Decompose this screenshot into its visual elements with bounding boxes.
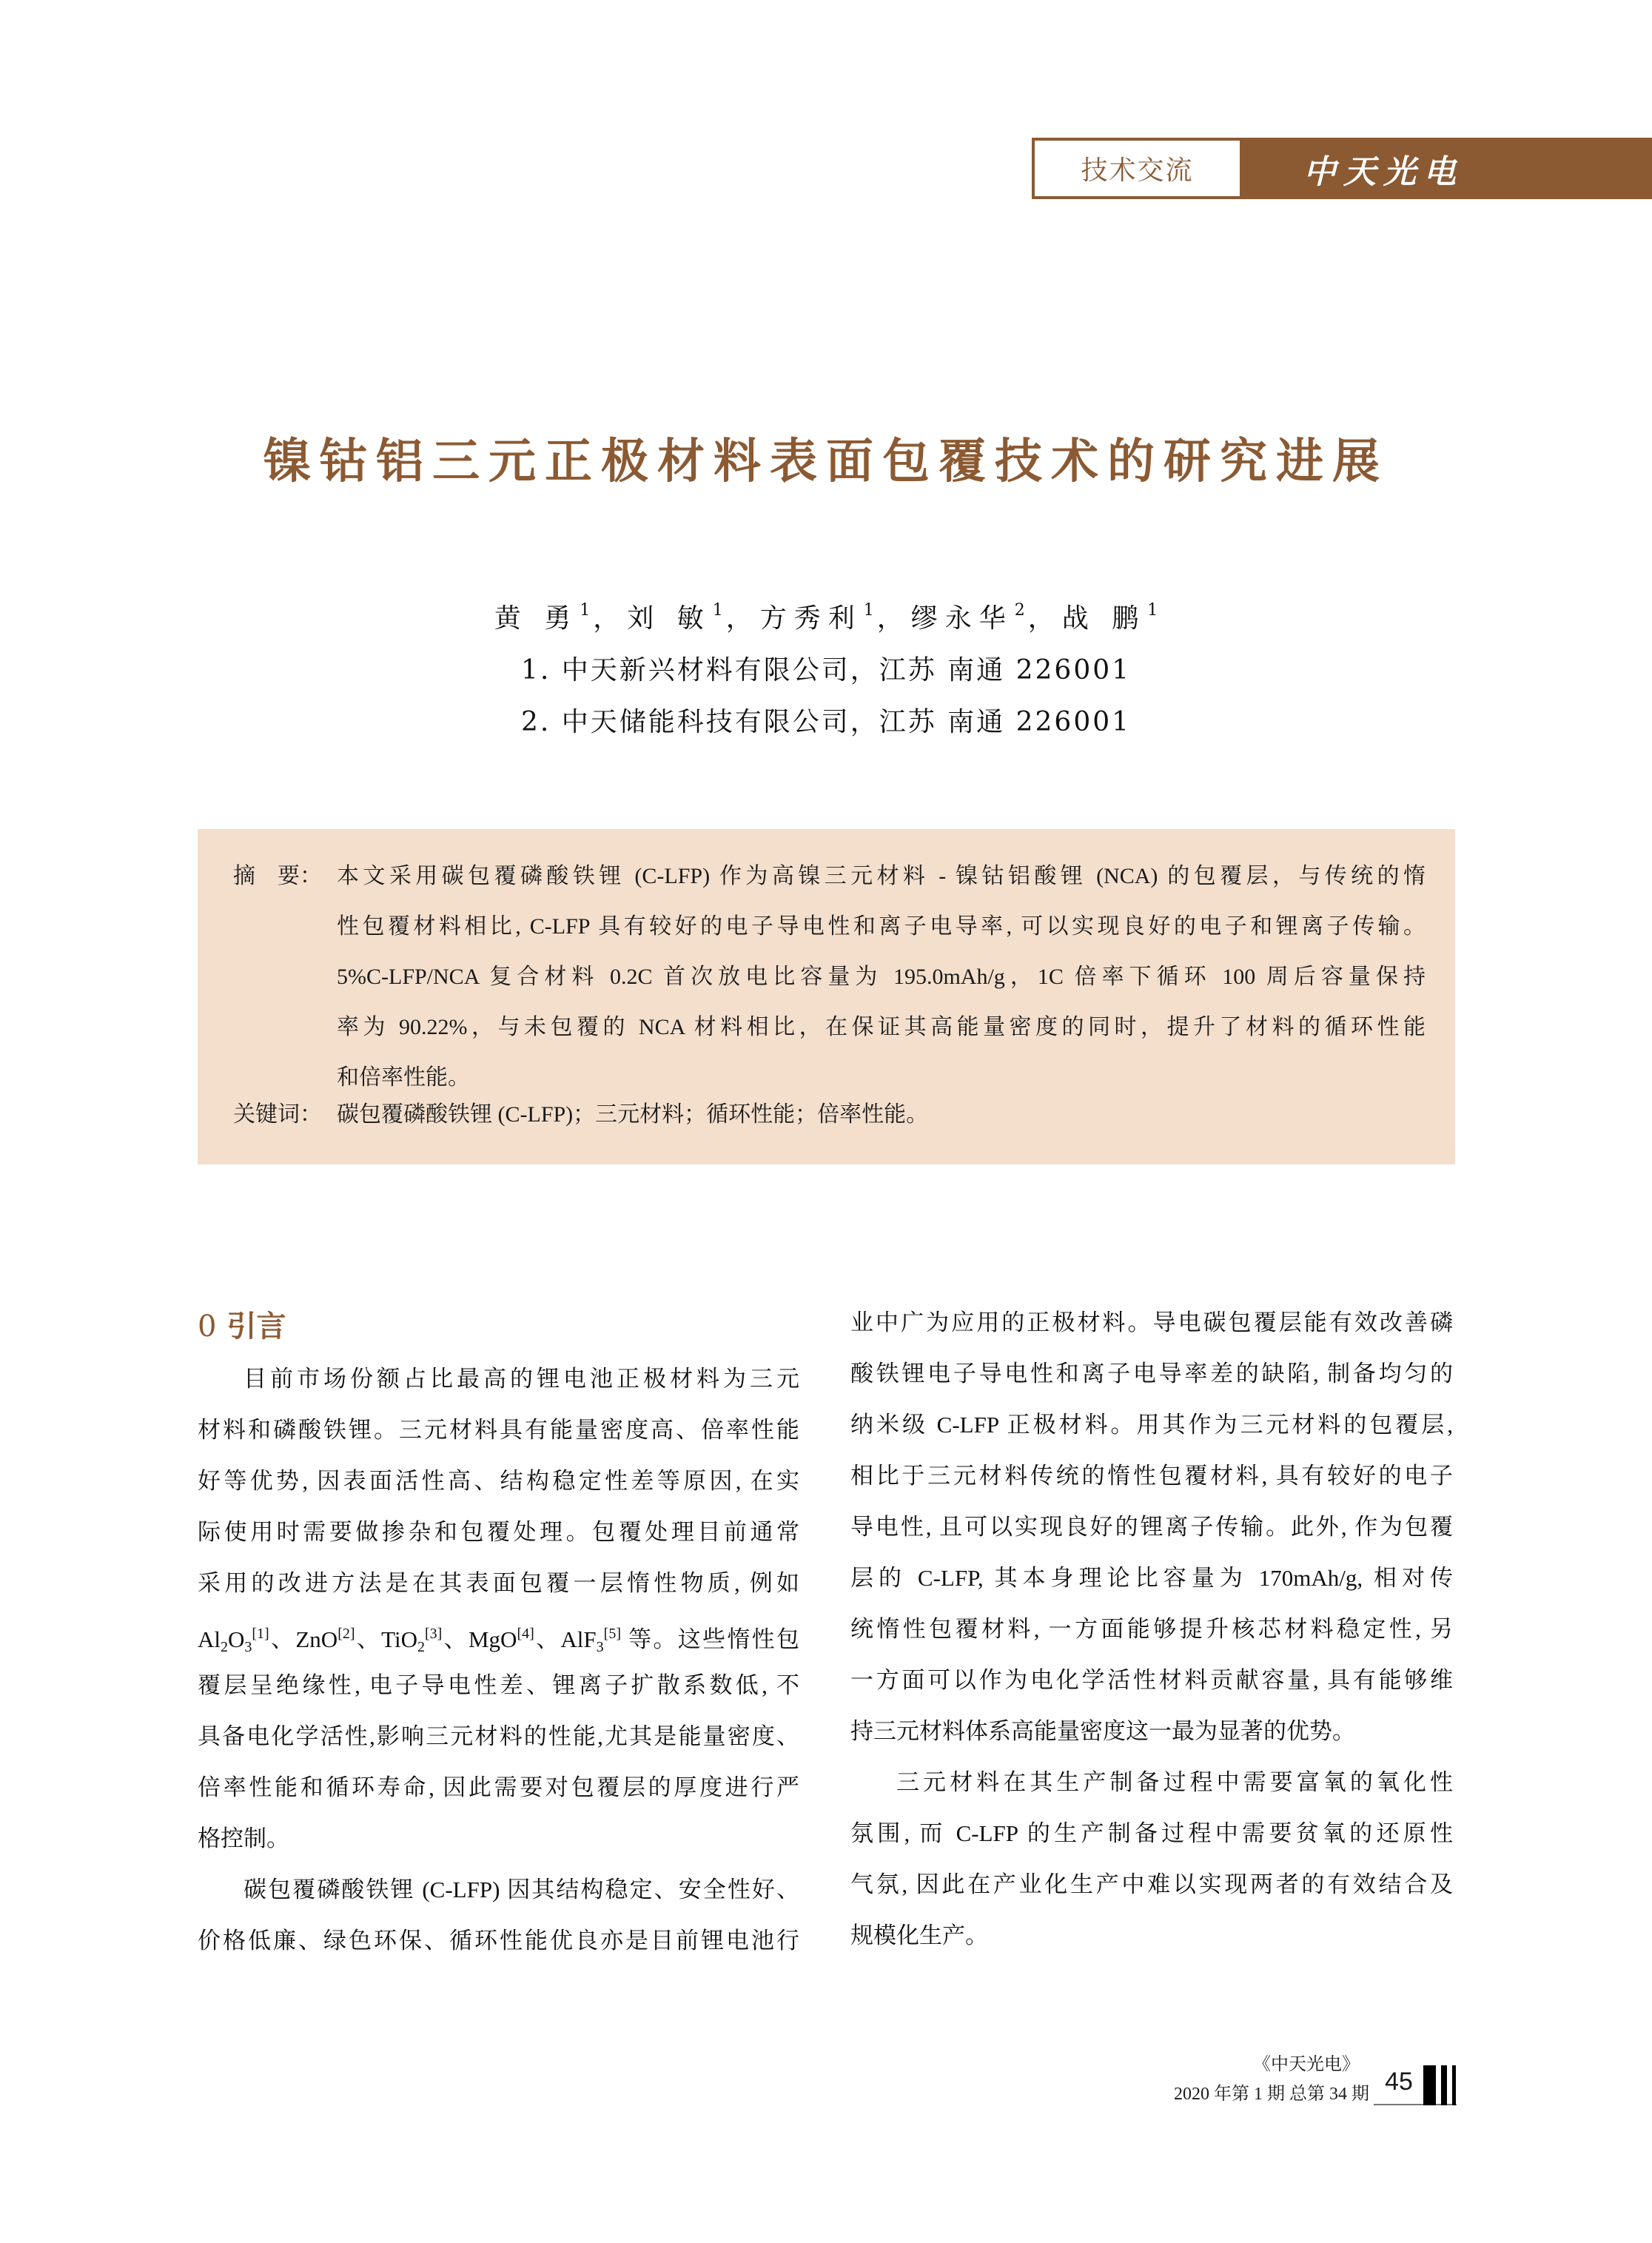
affiliation-1: 1. 中天新兴材料有限公司，江苏 南通 226001 <box>520 655 1132 685</box>
keywords-label: 关键词： <box>233 1102 322 1127</box>
abstract-line: 率为 90.22%，与未包覆的 NCA 材料相比，在保证其高能量密度的同时，提升了材料的循环性能 <box>337 1015 1426 1039</box>
footer-issue: 2020 年第 1 期 总第 34 期 <box>1174 2085 1369 2104</box>
formula-text: 、ZnO <box>269 1626 338 1652</box>
footer-journal-name: 《中天光电》 <box>1253 2055 1360 2074</box>
abstract-line: 和倍率性能。 <box>337 1065 470 1090</box>
abstract-text <box>337 851 1426 1103</box>
author-list <box>0 585 1652 645</box>
subscript: 3 <box>244 1639 252 1655</box>
body-line: 业中广为应用的正极材料。导电碳包覆层能有效改善磷 <box>850 1310 1453 1335</box>
subscript: 3 <box>596 1639 604 1655</box>
body-line: 覆层呈绝缘性, 电子导电性差、锂离子扩散系数低, 不 <box>198 1672 799 1698</box>
body-line: 相比于三元材料传统的惰性包覆材料, 具有较好的电子 <box>850 1463 1453 1489</box>
page-number: 45 <box>1385 2068 1413 2096</box>
body-line: 层的 C-LFP, 其本身理论比容量为 170mAh/g, 相对传 <box>850 1565 1453 1591</box>
body-line: 酸铁锂电子导电性和离子电导率差的缺陷, 制备均匀的 <box>850 1361 1453 1387</box>
author-separator: ， <box>593 603 620 634</box>
formula-text: Al <box>198 1626 221 1652</box>
body-line: 倍率性能和循环寿命, 因此需要对包覆层的厚度进行严 <box>198 1774 799 1800</box>
author-affil-mark: 1 <box>1147 601 1158 620</box>
body-line: 格控制。 <box>198 1825 289 1851</box>
formula-text: 、AlF <box>534 1626 597 1652</box>
footer-bar-decoration <box>1441 2065 1447 2105</box>
author-name: 黄 勇 <box>494 603 579 634</box>
citation-ref: [5] <box>603 1626 621 1642</box>
author-block <box>0 585 1652 748</box>
body-line: 统惰性包覆材料, 一方面能够提升核芯材料稳定性, 另 <box>850 1616 1453 1642</box>
subscript: 2 <box>221 1639 228 1655</box>
body-column-right <box>850 1297 1453 1961</box>
body-line: 持三元材料体系高能量密度这一最为显著的优势。 <box>850 1718 1355 1744</box>
author-name: 缪永华 <box>910 603 1013 634</box>
body-line: 具备电化学活性,影响三元材料的性能,尤其是能量密度、 <box>198 1723 799 1749</box>
body-line: 价格低廉、绿色环保、循环性能优良亦是目前锂电池行 <box>198 1928 799 1954</box>
body-line: 材料和磷酸铁锂。三元材料具有能量密度高、倍率性能 <box>198 1417 799 1443</box>
section-heading <box>198 1306 286 1347</box>
citation-ref: [4] <box>517 1626 534 1642</box>
journal-banner <box>1240 138 1652 199</box>
abstract-line: 性包覆材料相比, C-LFP 具有较好的电子导电性和离子电导率, 可以实现良好的电子和锂离子传输。 <box>337 914 1426 939</box>
citation-ref: [2] <box>338 1626 355 1642</box>
formula-text: 、TiO <box>355 1626 418 1652</box>
section-number: 0 <box>198 1310 217 1344</box>
author-separator: ， <box>876 603 904 634</box>
citation-ref: [3] <box>425 1626 443 1642</box>
author-affil-mark: 1 <box>863 601 874 620</box>
body-line: 好等优势, 因表面活性高、结构稳定性差等原因, 在实 <box>198 1468 799 1494</box>
body-line: 纳米级 C-LFP 正极材料。用其作为三元材料的包覆层, <box>850 1412 1453 1438</box>
keywords-text <box>337 1090 1426 1140</box>
body-line: 目前市场份额占比最高的锂电池正极材料为三元 <box>244 1366 799 1392</box>
formula-text: 、MgO <box>442 1626 517 1652</box>
body-line: 气氛, 因此在产业化生产中难以实现两者的有效结合及 <box>850 1871 1453 1897</box>
author-name: 战 鹏 <box>1061 603 1146 634</box>
body-line: 氛围, 而 C-LFP 的生产制备过程中需要贫氧的还原性 <box>850 1820 1453 1846</box>
body-line: 一方面可以作为电化学活性材料贡献容量, 具有能够维 <box>850 1667 1453 1693</box>
abstract-line: 本文采用碳包覆磷酸铁锂 (C-LFP) 作为高镍三元材料 - 镍钴铝酸锂 (NCA) 的包覆层，与传统的惰 <box>337 864 1426 888</box>
body-line: 导电性, 且可以实现良好的锂离子传输。此外, 作为包覆 <box>850 1514 1453 1540</box>
body-line: 规模化生产。 <box>850 1922 988 1948</box>
footer-bar-decoration <box>1423 2065 1436 2105</box>
author-name: 刘 敏 <box>627 603 711 634</box>
subscript: 2 <box>417 1639 426 1655</box>
abstract-line: 5%C-LFP/NCA 复合材料 0.2C 首次放电比容量为 195.0mAh/g，1C 倍率下循环 100 周后容量保持 <box>337 965 1426 989</box>
body-line-formulas <box>198 1609 799 1660</box>
abstract-label: 摘 要： <box>233 864 322 888</box>
body-line: 三元材料在其生产制备过程中需要富氧的氧化性 <box>896 1769 1453 1795</box>
footer-bar-decoration <box>1452 2065 1456 2105</box>
author-name: 方秀利 <box>759 603 862 634</box>
author-separator: ， <box>725 603 753 634</box>
body-column-left <box>198 1353 799 1966</box>
section-label: 技术交流 <box>1081 155 1194 186</box>
author-affil-mark: 2 <box>1014 601 1025 620</box>
keywords-line: 碳包覆磷酸铁锂 (C-LFP)；三元材料；循环性能；倍率性能。 <box>337 1102 929 1127</box>
body-line: 碳包覆磷酸铁锂 (C-LFP) 因其结构稳定、安全性好、 <box>244 1877 799 1902</box>
formula-text: 等。这些惰性包 <box>621 1626 800 1652</box>
body-line: 采用的改进方法是在其表面包覆一层惰性物质, 例如 <box>198 1570 799 1596</box>
formula-text: O <box>228 1626 245 1652</box>
author-separator: ， <box>1027 603 1055 634</box>
body-line: 际使用时需要做掺杂和包覆处理。包覆处理目前通常 <box>198 1519 799 1545</box>
affiliation-2: 2. 中天储能科技有限公司，江苏 南通 226001 <box>520 707 1132 737</box>
author-affil-mark: 1 <box>580 601 591 620</box>
author-affil-mark: 1 <box>712 601 723 620</box>
section-label-box <box>1032 138 1240 199</box>
paper-title: 镍钴铝三元正极材料表面包覆技术的研究进展 <box>263 434 1389 489</box>
abstract-box <box>198 829 1455 1164</box>
citation-ref: [1] <box>252 1626 269 1642</box>
section-title: 引言 <box>226 1309 286 1344</box>
journal-logo: 中天光电 <box>1303 152 1463 191</box>
